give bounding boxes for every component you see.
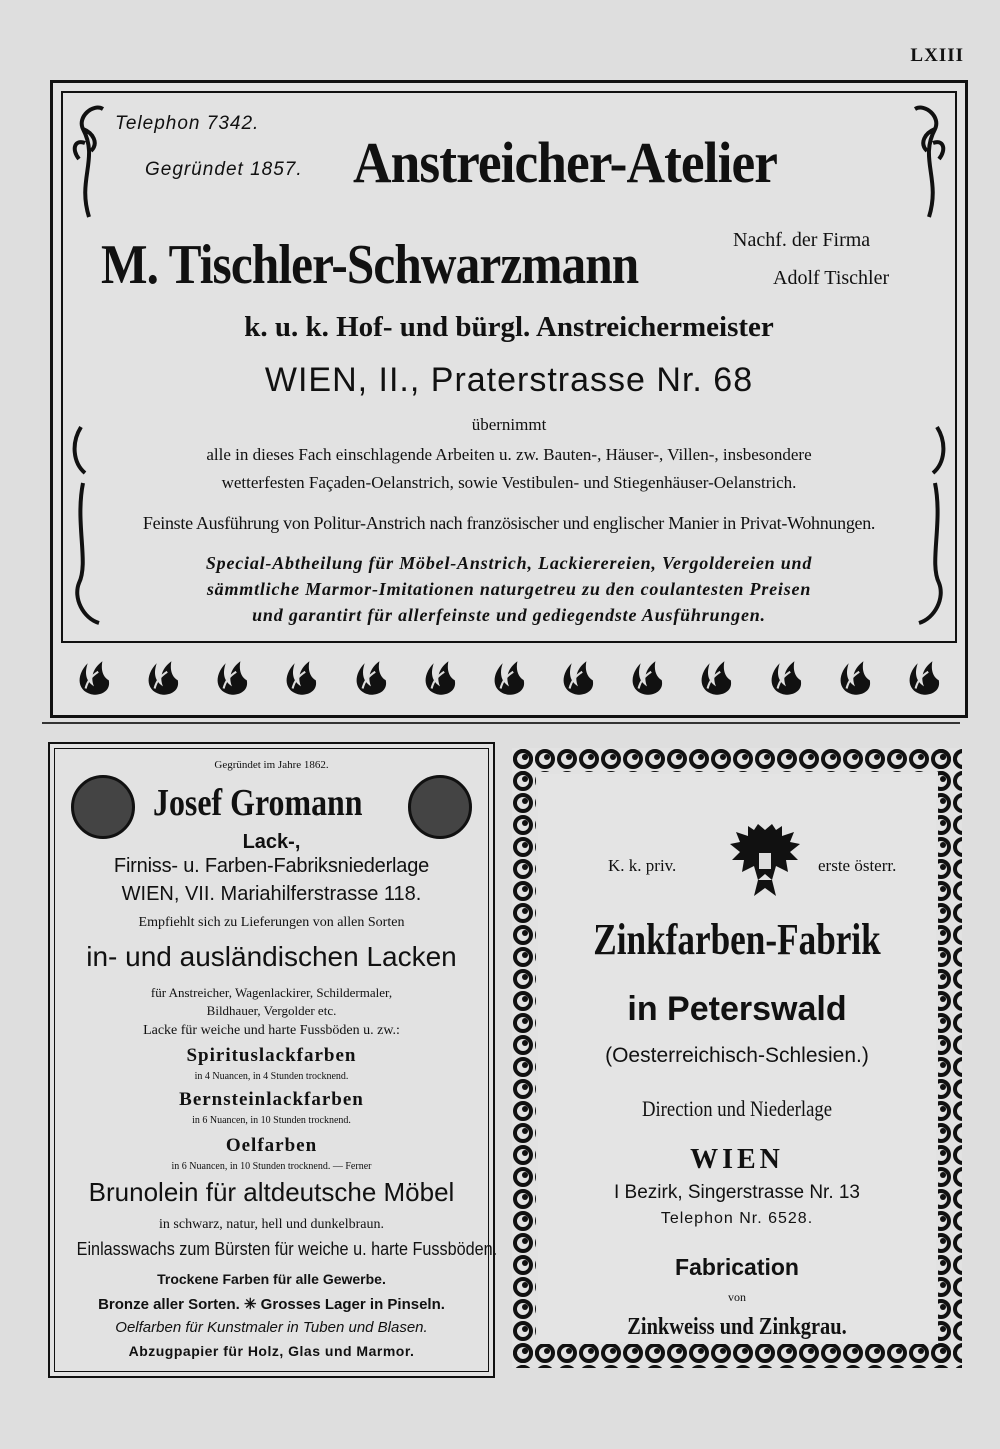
product-name: Oelfarben: [225, 1135, 318, 1156]
product-note: in 6 Nuancen, in 10 Stunden trocknend.: [192, 1115, 351, 1126]
body-text: in schwarz, natur, hell und dunkelbraun.: [159, 1217, 384, 1232]
product-name: Zinkweiss und Zinkgrau.: [627, 1314, 847, 1340]
body-text: Einlasswachs zum Bürsten für weiche u. harte Fussböden.: [76, 1239, 498, 1259]
ad-title: Zinkfarben-Fabrik: [593, 915, 881, 964]
leaf-ornament-icon: [765, 657, 807, 699]
leaf-ornament-icon: [280, 657, 322, 699]
zinkfarben-advertisement: [512, 748, 962, 1368]
telephone: Telephon 7342.: [115, 113, 260, 134]
product-note: in 4 Nuancen, in 4 Stunden trocknend.: [194, 1071, 349, 1082]
leaf-ornament-icon: [419, 657, 461, 699]
ad-inner-frame: [538, 774, 936, 1342]
ad-title: Anstreicher-Atelier: [353, 130, 778, 195]
body-text: Abzugpapier für Holz, Glas und Marmor.: [128, 1343, 415, 1359]
leaf-ornament-icon: [626, 657, 668, 699]
body-text: von: [728, 1290, 746, 1304]
company-name: M. Tischler-Schwarzmann: [101, 234, 639, 296]
leaf-ornament-icon: [488, 657, 530, 699]
leaf-border: [73, 657, 945, 703]
corner-ornament-icon: [909, 99, 949, 219]
telephone: Telephon Nr. 6528.: [660, 1210, 814, 1227]
ad-inner-frame: [54, 748, 498, 1372]
body-text: (Oesterreichisch-Schlesien.): [605, 1044, 869, 1067]
page-number: LXIII: [910, 45, 964, 66]
body-text: Lacke für weiche und harte Fussböden u. zw.:: [143, 1023, 400, 1038]
body-text: erste österr.: [818, 856, 897, 875]
body-text: Oelfarben für Kunstmaler in Tuben und Blasen.: [115, 1319, 428, 1336]
successor-line: Adolf Tischler: [773, 267, 890, 289]
heading: in Peterswald: [627, 990, 847, 1028]
portrait-medal-icon: [71, 775, 135, 839]
leaf-ornament-icon: [350, 657, 392, 699]
award-medal-icon: [408, 775, 472, 839]
heading: Brunolein für altdeutsche Möbel: [88, 1177, 455, 1207]
address: I Bezirk, Singerstrasse Nr. 13: [613, 1182, 861, 1203]
gromann-advertisement: [48, 742, 498, 1378]
body-text: Direction und Niederlage: [641, 1096, 833, 1121]
leaf-ornament-icon: [903, 657, 945, 699]
leaf-ornament-icon: [211, 657, 253, 699]
company-name: Josef Gromann: [153, 782, 363, 824]
product-name: Spirituslackfarben: [186, 1045, 357, 1066]
leaf-ornament-icon: [142, 657, 184, 699]
body-text: übernimmt: [471, 415, 547, 434]
product-note: in 6 Nuancen, in 10 Stunden trocknend. — Ferner: [171, 1161, 372, 1172]
heading: Fabrication: [675, 1254, 799, 1280]
ad-inner-frame: [61, 91, 957, 643]
body-text: Bildhauer, Vergolder etc.: [206, 1003, 337, 1018]
body-text: Firniss- u. Farben-Fabriksniederlage: [113, 855, 430, 877]
heading: in- und ausländischen Lacken: [86, 941, 457, 972]
double-eagle-icon: [728, 822, 802, 900]
founded-year: Gegründet im Jahre 1862.: [214, 759, 329, 771]
tischler-advertisement: [50, 80, 968, 718]
heading: WIEN: [690, 1144, 784, 1175]
body-text: wetterfesten Façaden-Oelanstrich, sowie Vestibulen- und Stiegenhäuser-Oelanstrich.: [221, 473, 797, 492]
divider: [42, 722, 960, 724]
leaf-ornament-icon: [557, 657, 599, 699]
title-line: k. u. k. Hof- und bürgl. Anstreichermeister: [244, 311, 774, 343]
body-text: Feinste Ausführung von Politur-Anstrich nach französischer und englischer Manier in Privat-Wohnungen.: [142, 513, 876, 533]
leaf-ornament-icon: [73, 657, 115, 699]
corner-ornament-icon: [69, 99, 109, 219]
body-text: K. k. priv.: [608, 856, 677, 875]
address: WIEN, II., Praterstrasse Nr. 68: [264, 361, 754, 399]
successor-line: Nachf. der Firma: [733, 229, 871, 251]
body-text: Empfiehlt sich zu Lieferungen von allen Sorten: [138, 915, 405, 930]
body-text: und garantirt für allerfeinste und gediegendste Ausführungen.: [252, 605, 766, 625]
address: WIEN, VII. Mariahilferstrasse 118.: [121, 883, 422, 905]
body-text: Lack-,: [242, 831, 301, 853]
body-text: Bronze aller Sorten. ✳ Grosses Lager in Pinseln.: [98, 1296, 445, 1313]
leaf-ornament-icon: [695, 657, 737, 699]
body-text: Trockene Farben für alle Gewerbe.: [157, 1271, 386, 1287]
body-text: Special-Abtheilung für Möbel-Anstrich, Lackierereien, Vergoldereien und: [205, 553, 813, 573]
leaf-ornament-icon: [834, 657, 876, 699]
body-text: alle in dieses Fach einschlagende Arbeiten u. zw. Bauten-, Häuser-, Villen-, insbesondere: [206, 445, 812, 464]
product-name: Bernsteinlackfarben: [179, 1089, 364, 1110]
founded-year: Gegründet 1857.: [145, 159, 303, 180]
body-text: für Anstreicher, Wagenlackirer, Schildermaler,: [150, 985, 393, 1000]
body-text: sämmtliche Marmor-Imitationen naturgetreu zu den coulantesten Preisen: [206, 579, 812, 599]
